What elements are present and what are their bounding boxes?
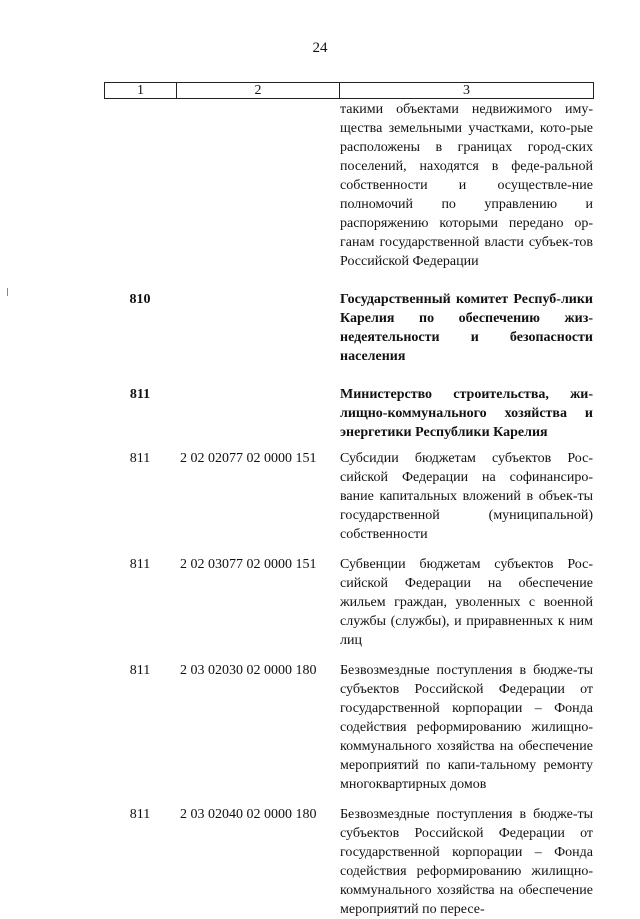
table-row — [0, 449, 640, 544]
table-row-heading — [0, 290, 640, 366]
revenue-code: 2 02 03077 02 0000 151 — [180, 557, 317, 572]
revenue-description: Субвенции бюджетам субъектов Рос-сийской Федерации на обеспечение жильем граждан, уволенных с военной службы (службы), и приравненных к ним лиц — [340, 557, 593, 648]
revenue-code: 2 03 02040 02 0000 180 — [180, 807, 317, 822]
admin-code: 810 — [129, 292, 151, 307]
table-row — [0, 805, 640, 919]
column-header-2: 2 — [177, 83, 340, 98]
administrator-name: Государственный комитет Респуб-лики Карелия по обеспечению жиз-недеятельности и безопасности населения — [340, 292, 593, 364]
admin-code: 811 — [129, 663, 151, 678]
table-row-heading — [0, 385, 640, 442]
revenue-code: 2 03 02030 02 0000 180 — [180, 663, 317, 678]
admin-code: 811 — [129, 387, 151, 402]
revenue-description: Безвозмездные поступления в бюдже-ты субъектов Российской Федерации от государственной корпорации – Фонда содействия реформированию жилищно-коммунального хозяйства на обеспечение мероприятий по капи-тальному ремонту многоквартирных домов — [340, 663, 593, 792]
table-row — [0, 555, 640, 650]
table-row — [0, 661, 640, 794]
table-row — [0, 100, 640, 271]
table-body — [0, 100, 640, 919]
admin-code: 811 — [129, 557, 151, 572]
column-header-1: 1 — [105, 83, 177, 98]
admin-code: 811 — [129, 807, 151, 822]
admin-code: 811 — [129, 451, 151, 466]
revenue-code: 2 02 02077 02 0000 151 — [180, 451, 317, 466]
administrator-name: Министерство строительства, жи-лищно-коммунального хозяйства и энергетики Республики Карелия — [340, 387, 593, 440]
revenue-description: такими объектами недвижимого иму-щества земельными участками, кото-рые расположены в границах город-ских поселений, находятся в феде-ральной собственности и осуществле-ние полномочий по управлению и распоряжению которыми передано ор-ганам государственной власти субъек-тов Российской Федерации — [340, 102, 593, 269]
revenue-description: Безвозмездные поступления в бюдже-ты субъектов Российской Федерации от государственной корпорации – Фонда содействия реформированию жилищно-коммунального хозяйства на обеспечение мероприятий по пересе- — [340, 807, 593, 917]
page-number: 24 — [312, 40, 328, 56]
table-header-row — [104, 82, 594, 99]
column-header-3: 3 — [463, 83, 470, 98]
revenue-description: Субсидии бюджетам субъектов Рос-сийской Федерации на софинансиро-вание капитальных вложений в объек-ты государственной (муниципальной) собственности — [340, 451, 593, 542]
